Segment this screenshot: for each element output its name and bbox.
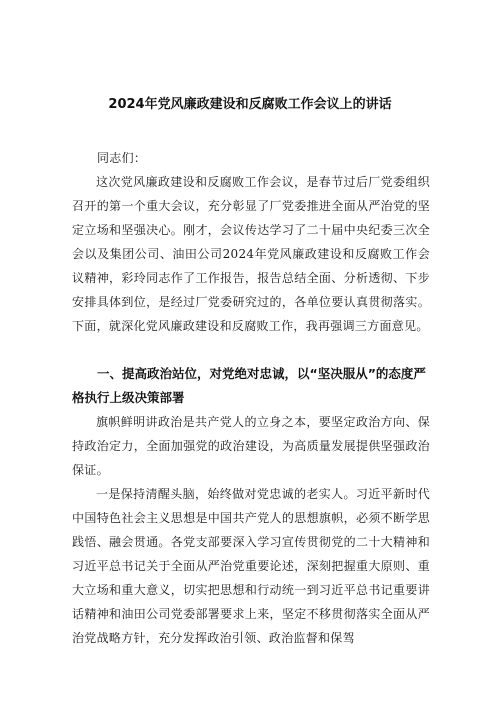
intro-paragraph xyxy=(72,170,430,338)
document-title: 2024年党风廉政建设和反腐败工作会议上的讲话 xyxy=(108,97,392,112)
section-paragraph-2 xyxy=(72,482,430,650)
paragraph-text: 旗帜鲜明讲政治是共产党人的立身之本，要坚定政治方向、保持政治定力，全面加强党的政治建设，为高质量发展提供坚强政治保证。 xyxy=(72,415,430,477)
paragraph-text: 一是保持清醒头脑，始终做对党忠诚的老实人。习近平新时代中国特色社会主义思想是中国共产党人的思想旗帜，必须不断学思践悟、融会贯通。各党支部要深入学习宣传贯彻党的二十大精神和习近平总书记关于全面从严治党重要论述，深刻把握重大原则、重大立场和重大意义，切实把思想和行动统一到习近平总书记重要讲话精神和油田公司党委部署要求上来，坚定不移贯彻落实全面从严治党战略方针，充分发挥政治引领、政治监督和保驾 xyxy=(72,487,430,645)
section-heading: 一、提高政治站位，对党绝对忠诚，以“坚决服从”的态度严格执行上级决策部署 xyxy=(72,366,426,405)
salutation: 同志们： xyxy=(97,151,147,165)
paragraph-text: 这次党风廉政建设和反腐败工作会议，是春节过后厂党委组织召开的第一个重大会议，充分彰显了厂党委推进全面从严治党的坚定立场和坚强决心。刚才，会议传达学习了二十届中央纪委三次全会以及集团公司、油田公司2024年党风廉政建设和反腐败工作会议精神，彩玲同志作了工作报告，报告总结全面、分析透彻、下步安排具体到位，是经过厂党委研究过的，各单位要认真贯彻落实。下面，就深化党风廉政建设和反腐败工作，我再强调三方面意见。 xyxy=(72,175,430,333)
section-paragraph-1 xyxy=(72,410,430,482)
